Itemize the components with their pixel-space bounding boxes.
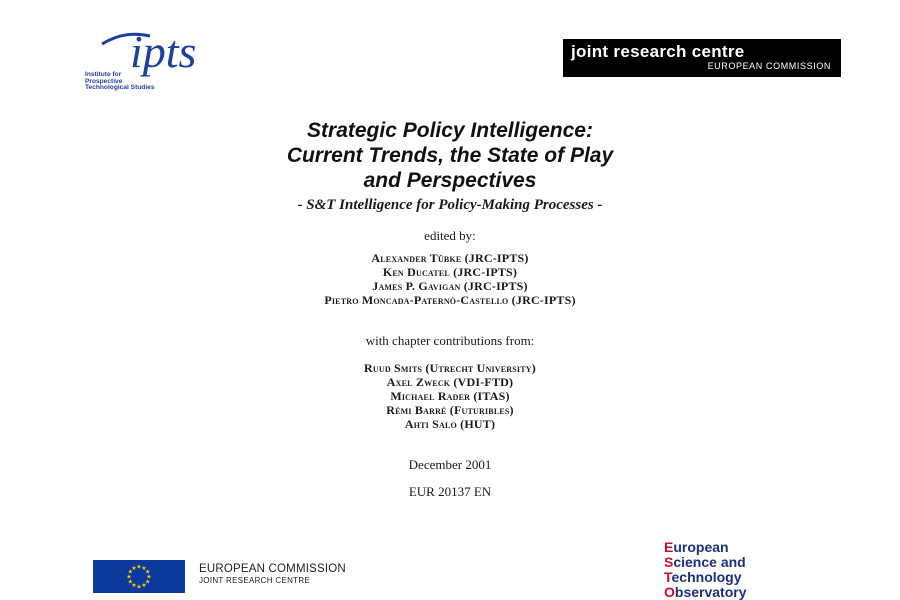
contributor-name: Axel Zweck (VDI-FTD): [386, 375, 514, 389]
eu-logo-line-1: EUROPEAN COMMISSION: [199, 563, 346, 575]
ipts-line-3: Technological Studies: [85, 84, 155, 92]
eu-star-icon: ★: [146, 574, 152, 581]
eu-commission-logo-text: [199, 563, 346, 586]
contributions-label: with chapter contributions from:: [365, 333, 535, 348]
editor-name: Pietro Moncada-Paternò-Castello (JRC-IPTS): [324, 293, 576, 307]
eu-star-icon: ★: [136, 564, 142, 571]
eu-star-icon: ★: [144, 569, 151, 576]
ipts-line-1: Institute for: [85, 71, 122, 78]
ipts-logo: [85, 22, 235, 97]
esto-word: European: [664, 539, 729, 555]
ipts-wordmark-graphic: [100, 22, 235, 77]
document-title: [0, 118, 900, 193]
eu-star-icon: ★: [141, 583, 147, 590]
contributor-name: Ruud Smits (Utrecht University): [364, 361, 536, 375]
title-line-2: Current Trends, the State of Play: [286, 144, 614, 167]
jrc-logo-name: joint research centre: [571, 42, 745, 61]
title-line-1: Strategic Policy Intelligence:: [307, 119, 593, 142]
esto-word: Technology: [664, 569, 742, 585]
ipts-line-2: Prospective: [85, 77, 123, 85]
esto-word: Science and: [664, 554, 746, 570]
editor-name: Alexander Tübke (JRC-IPTS): [371, 251, 529, 265]
eu-star-icon: ★: [127, 579, 134, 586]
eu-flag-icon: [93, 560, 185, 593]
esto-word: Observatory: [664, 584, 747, 600]
report-number: EUR 20137 EN: [408, 484, 492, 499]
eu-logo-line-2: JOINT RESEARCH CENTRE: [199, 576, 311, 585]
eu-star-icon: ★: [144, 579, 151, 586]
eu-star-icon: ★: [141, 565, 147, 572]
contributor-name: Rémi Barré (Futuribles): [386, 403, 514, 417]
ipts-institute-name: [85, 72, 195, 92]
publication-date: December 2001: [408, 457, 492, 472]
contributor-name: Ahti Salo (HUT): [404, 417, 496, 431]
eu-star-icon: ★: [136, 584, 142, 591]
eu-star-icon: ★: [131, 583, 137, 590]
esto-logo: [664, 540, 746, 600]
contributor-name: Michael Rader (ITAS): [390, 389, 510, 403]
title-line-3: and Perspectives: [363, 169, 537, 192]
contributors-list: [0, 361, 900, 431]
svg-text:ipts: ipts: [130, 26, 197, 77]
eu-star-icon: ★: [127, 569, 134, 576]
edited-by-label: edited by:: [424, 228, 476, 243]
eu-star-icon: ★: [126, 574, 132, 581]
editors-list: [0, 251, 900, 307]
jrc-logo: [563, 39, 841, 77]
editor-name: Ken Ducatel (JRC-IPTS): [382, 265, 518, 279]
eu-star-icon: ★: [131, 565, 137, 572]
editor-name: James P. Gavigan (JRC-IPTS): [372, 279, 528, 293]
document-subtitle: - S&T Intelligence for Policy-Making Processes -: [297, 197, 603, 213]
jrc-logo-subtitle: EUROPEAN COMMISSION: [707, 61, 831, 71]
